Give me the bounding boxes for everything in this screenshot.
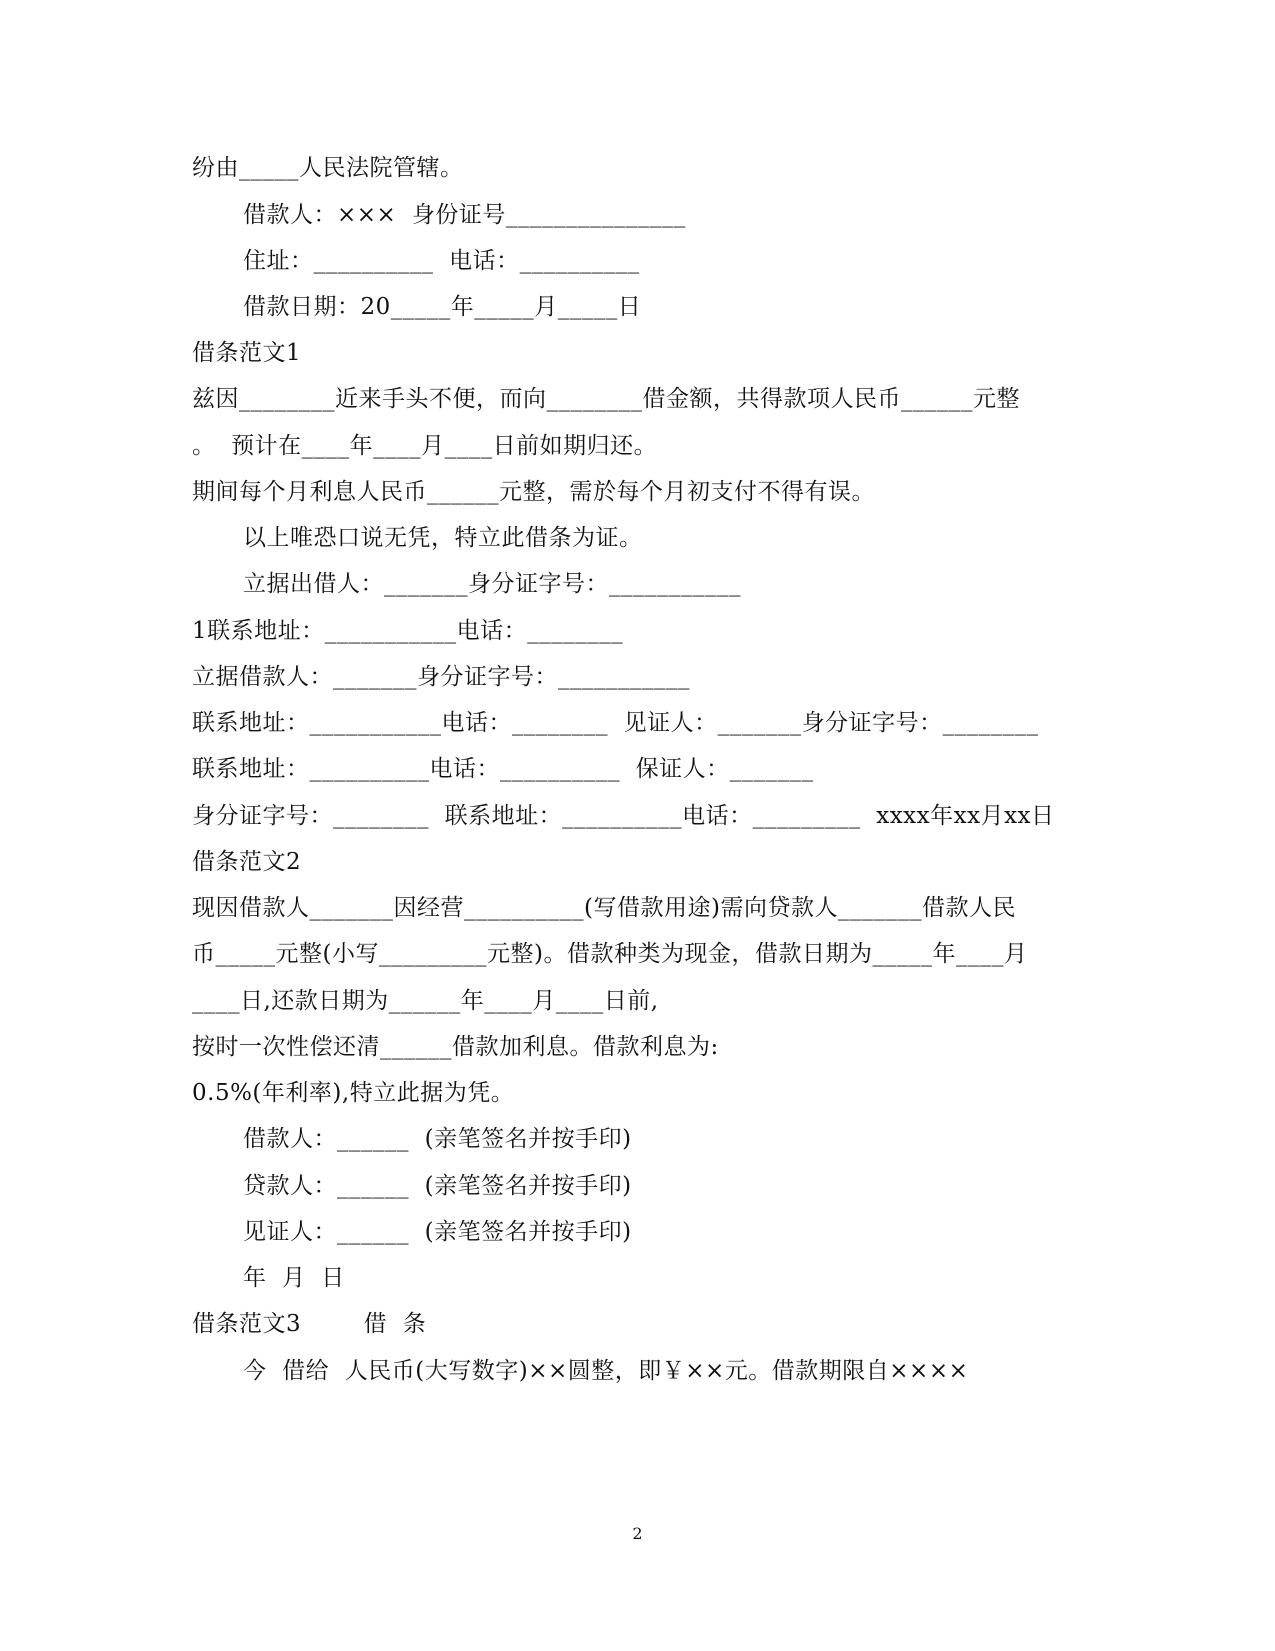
text-line-3: 住址：__________ 电话：__________ [243, 248, 640, 274]
signature-line-lender: 贷款人：______ (亲笔签名并按手印) [243, 1173, 632, 1199]
text-line-14: 联系地址：__________电话：__________ 保证人：_______ [192, 756, 814, 782]
section-heading-3: 借条范文3 借 条 [192, 1311, 427, 1337]
text-line-4: 借款日期：20_____年_____月_____日 [243, 294, 642, 320]
text-line-15: 身分证字号：________ 联系地址：__________电话：_________ xxxx年xx月xx日 [192, 803, 1055, 829]
text-line-27: 今 借给 人民币(大写数字)××圆整，即￥××元。借款期限自×××× [243, 1358, 969, 1384]
date-line: 年 月 日 [243, 1265, 345, 1291]
text-line-20: 按时一次性偿还清______借款加利息。借款利息为: [192, 1034, 719, 1060]
text-line-10: 立据出借人：_______身分证字号：___________ [243, 571, 741, 597]
text-line-13: 联系地址：___________电话：________ 见证人：_______身分证字号：________ [192, 710, 1039, 736]
section-heading-1: 借条范文1 [192, 340, 302, 366]
text-line-11: 1联系地址：___________电话：________ [192, 618, 624, 644]
text-line-19: ____日,还款日期为______年____月____日前, [192, 988, 659, 1014]
text-line-8: 期间每个月利息人民币______元整，需於每个月初支付不得有误。 [192, 479, 875, 505]
text-line-9: 以上唯恐口说无凭，特立此借条为证。 [243, 525, 643, 551]
text-line-1: 纷由_____人民法院管辖。 [192, 155, 464, 181]
text-line-7: 。 预计在____年____月____日前如期归还。 [192, 433, 658, 459]
page-number: 2 [632, 1524, 643, 1543]
section-heading-2: 借条范文2 [192, 849, 302, 875]
text-line-6: 兹因________近来手头不便，而向________借金额，共得款项人民币______元整 [192, 386, 1020, 412]
text-line-18: 币_____元整(小写_________元整)。借款种类为现金，借款日期为_____年____月 [192, 941, 1028, 967]
signature-line-borrower: 借款人：______ (亲笔签名并按手印) [243, 1126, 632, 1152]
text-line-17: 现因借款人_______因经营__________(写借款用途)需向贷款人_______借款人民 [192, 895, 1016, 921]
signature-line-witness: 见证人：______ (亲笔签名并按手印) [243, 1219, 632, 1245]
text-line-12: 立据借款人：_______身分证字号：___________ [192, 664, 690, 690]
text-line-2: 借款人：××× 身份证号_______________ [243, 202, 686, 228]
text-line-21: 0.5%(年利率),特立此据为凭。 [192, 1080, 515, 1106]
